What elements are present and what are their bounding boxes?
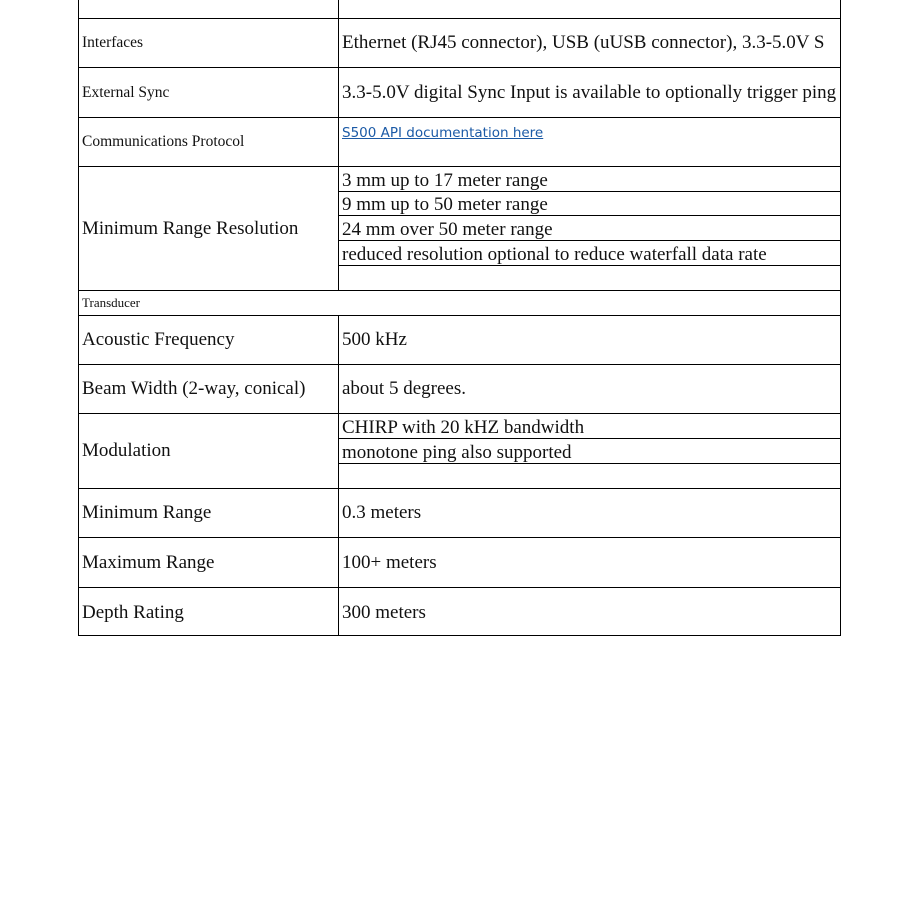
table-row-interfaces [79, 19, 840, 68]
row-value: 500 kHz [342, 329, 407, 350]
table-row-communications-protocol [79, 118, 840, 167]
row-value: 3.3-5.0V digital Sync Input is available to optionally trigger ping [342, 81, 837, 103]
row-label: Acoustic Frequency [79, 316, 339, 364]
table-row-partial [79, 0, 840, 19]
table-row-depth-rating [79, 588, 840, 636]
row-label: Modulation [79, 414, 339, 488]
row-value: 100+ meters [342, 551, 437, 573]
row-value: 300 meters [342, 601, 426, 623]
api-documentation-link[interactable]: S500 API documentation here [342, 125, 544, 141]
row-value: 0.3 meters [342, 502, 422, 523]
table-row-external-sync [79, 68, 840, 118]
row-value-line: 3 mm up to 17 meter range [339, 167, 840, 192]
row-label: Beam Width (2-way, conical) [79, 365, 339, 413]
row-label: Minimum Range Resolution [79, 167, 339, 290]
table-row-minimum-range [79, 489, 840, 538]
table-row-modulation [79, 414, 840, 489]
table-row-acoustic-frequency [79, 316, 840, 365]
row-label: Maximum Range [79, 538, 339, 587]
row-value-line [339, 464, 840, 488]
row-value: about 5 degrees. [342, 378, 466, 399]
table-row-beam-width [79, 365, 840, 414]
row-label: Depth Rating [79, 588, 339, 636]
row-value-line: monotone ping also supported [339, 439, 840, 464]
section-header-transducer [79, 291, 840, 316]
row-label: Minimum Range [79, 489, 339, 537]
section-title: Transducer [82, 295, 141, 310]
row-label: Interfaces [79, 19, 339, 67]
row-label: Communications Protocol [79, 118, 339, 166]
row-value-line [339, 266, 840, 290]
row-value-line: 24 mm over 50 meter range [339, 216, 840, 241]
row-value-line: 9 mm up to 50 meter range [339, 192, 840, 216]
table-row-minimum-range-resolution [79, 167, 840, 291]
row-label: External Sync [79, 68, 339, 117]
spec-table [78, 0, 841, 636]
row-value-line: reduced resolution optional to reduce waterfall data rate [339, 241, 840, 266]
row-value: Ethernet (RJ45 connector), USB (uUSB connector), 3.3-5.0V S [342, 32, 825, 53]
table-row-maximum-range [79, 538, 840, 588]
row-value-line: CHIRP with 20 kHZ bandwidth [339, 414, 840, 439]
